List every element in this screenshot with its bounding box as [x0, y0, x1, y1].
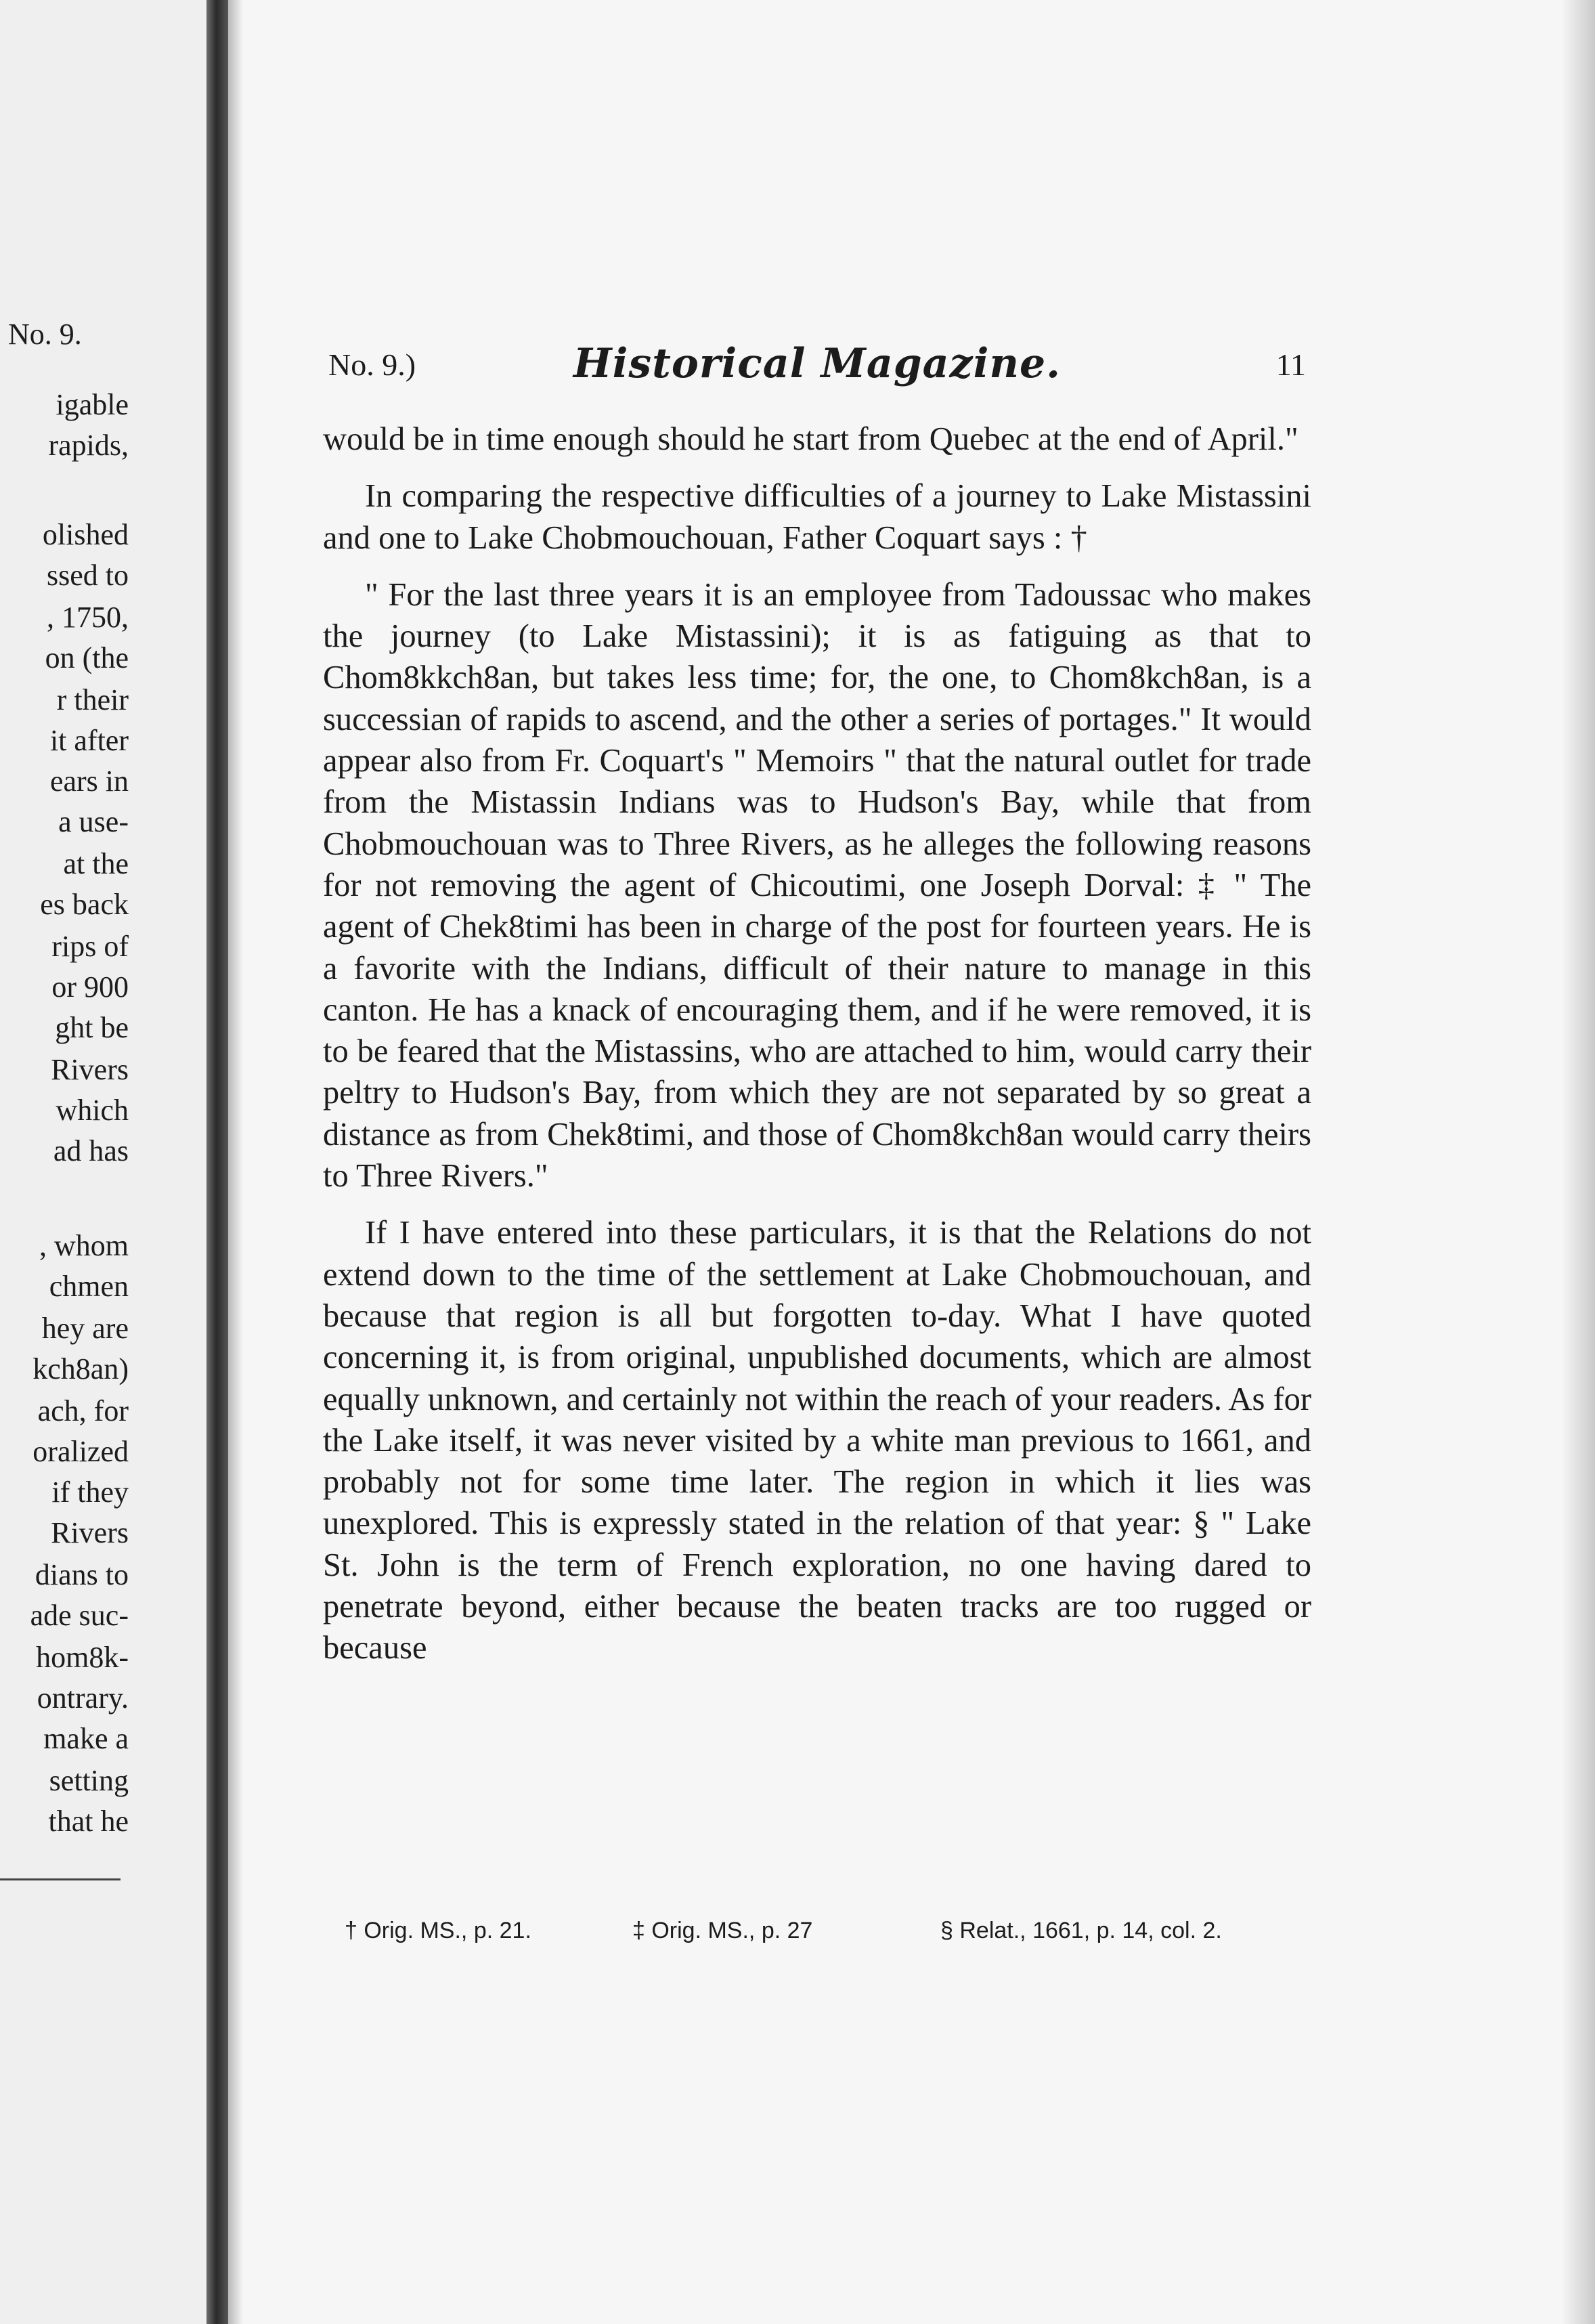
adjacent-page-line: make a: [43, 1722, 129, 1755]
adjacent-page-line: Rivers: [51, 1516, 129, 1549]
issue-number: No. 9.): [328, 347, 416, 382]
adjacent-page-line: chmen: [49, 1270, 129, 1303]
running-header: [323, 340, 1311, 394]
adjacent-page-line: hom8k-: [36, 1641, 129, 1674]
adjacent-page-line: hey are: [41, 1312, 129, 1345]
adjacent-page-line: r their: [56, 683, 129, 716]
adjacent-page-line: it after: [49, 724, 129, 757]
paragraph: would be in time enough should he start from Quebec at the end of April.": [323, 421, 1298, 457]
adjacent-page-line: which: [56, 1094, 129, 1127]
adjacent-page-line: , 1750,: [47, 601, 129, 634]
adjacent-page-edge: [0, 0, 206, 2324]
paragraph: " For the last three years it is an employee from Tadoussac who makes the journey (to Lake Mistassini); it is as fatiguing as that to Chom8kkch8an, but takes less time; for, the one, to Chom8kch8an, is a successian of rapids to ascend, and the other a series of portages." It would appear also from Fr. Coquart's " Memoirs " that the natural outlet for trade from the Mistassin Indians was to Hudson's Bay, while that from Chobmouchouan was to Three Rivers, as he alleges the following reasons for not removing the agent of Chicoutimi, one Joseph Dorval: ‡ " The agent of Chek8timi has been in charge of the post for fourteen years. He is a favorite with the Indians, difficult of their nature to manage in this canton. He has a knack of encouraging them, and if he were removed, it is to be feared that the Mistassins, who are attached to him, would carry their peltry to Hudson's Bay, from which they are not separated by so great a distance as from Chek8timi, and those of Chom8kch8an would carry theirs to Three Rivers.": [323, 576, 1311, 1195]
paragraph: In comparing the respective difficulties of a journey to Lake Mistassini and one to Lake Chobmouchouan, Father Coquart says : †: [323, 478, 1311, 556]
adjacent-page-line: rips of: [51, 930, 129, 963]
adjacent-page-line: that he: [48, 1805, 129, 1838]
footnote: † Orig. MS., p. 21.: [345, 1918, 531, 1943]
adjacent-page-footnote-rule: [0, 1878, 121, 1880]
adjacent-page-line: at the: [63, 847, 129, 880]
adjacent-page-line: on (the: [45, 641, 129, 674]
page: [323, 0, 1311, 2324]
adjacent-page-line: ears in: [49, 765, 129, 798]
adjacent-page-line: ade suc-: [30, 1599, 129, 1632]
adjacent-page-line: or 900: [51, 970, 129, 1004]
page-right-edge: [1561, 0, 1595, 2324]
adjacent-page-line: ght be: [55, 1011, 129, 1044]
adjacent-page-line: dians to: [35, 1558, 129, 1591]
adjacent-page-line: ad has: [53, 1134, 129, 1167]
journal-title: Historical Magazine.: [573, 340, 1062, 387]
adjacent-page-line: , whom: [39, 1229, 129, 1262]
footnote: § Relat., 1661, p. 14, col. 2.: [940, 1918, 1222, 1943]
adjacent-page-line: setting: [49, 1764, 129, 1797]
footnote: ‡ Orig. MS., p. 27: [632, 1918, 813, 1943]
body-text: [323, 418, 1311, 1685]
paragraph: If I have entered into these particulars, it is that the Relations do not extend down to the time of the settlement at Lake Chobmouchouan, and because that region is all but forgotten to-day. What I have quoted concerning it, is from original, unpublished documents, which are almost equally unknown, and certainly not within the reach of your readers. As for the Lake itself, it was never visited by a white man previous to 1661, and probably not for some time later. The region in which it lies was unexplored. This is expressly stated in the relation of that year: § " Lake St. John is the term of French exploration, no one having dared to penetrate beyond, either because the beaten tracks are too rugged or because: [323, 1215, 1311, 1666]
adjacent-page-line: ontrary.: [37, 1681, 129, 1715]
adjacent-page-line: kch8an): [32, 1352, 129, 1385]
adjacent-page-line: igable: [56, 388, 129, 421]
adjacent-page-line: Rivers: [51, 1053, 129, 1086]
book-gutter: [206, 0, 228, 2324]
adjacent-page-line: oralized: [32, 1435, 129, 1468]
adjacent-page-line: es back: [40, 888, 129, 921]
adjacent-page-line: rapids,: [48, 429, 129, 462]
adjacent-page-line: ach, for: [37, 1394, 129, 1427]
adjacent-page-header: No. 9.: [8, 318, 82, 351]
adjacent-page-line: olished: [42, 518, 129, 551]
adjacent-page-line: if they: [51, 1476, 129, 1509]
adjacent-page-line: ssed to: [47, 559, 129, 592]
page-number: 11: [1275, 347, 1306, 382]
adjacent-page-line: a use-: [58, 805, 129, 838]
gutter-shadow: [228, 0, 243, 2324]
